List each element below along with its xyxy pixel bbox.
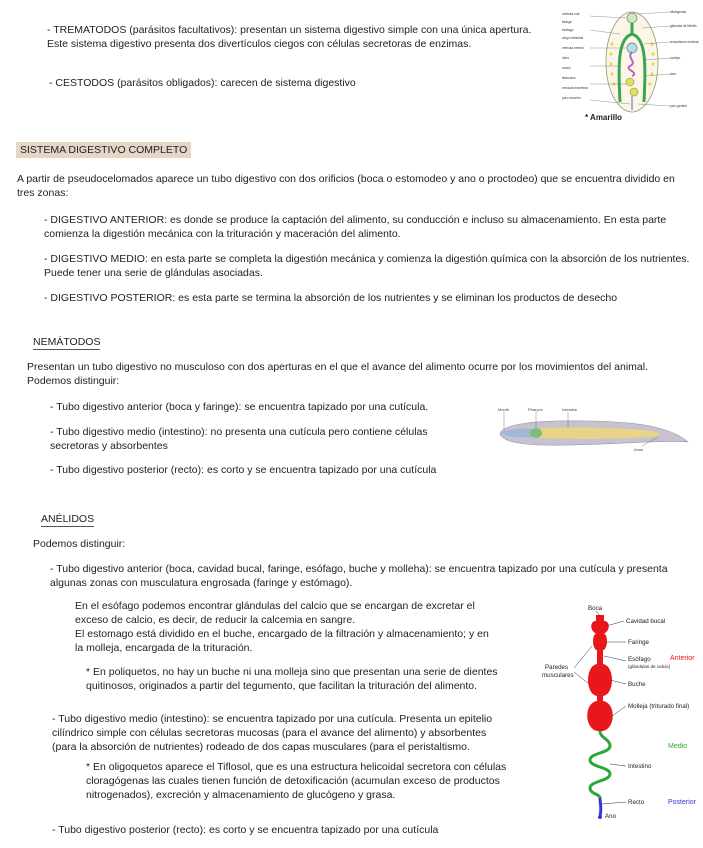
trem-label-10: vitelógenas [670, 10, 687, 14]
section-heading-completo: SISTEMA DIGESTIVO COMPLETO [16, 142, 191, 158]
nematodos-intro: Presentan un tubo digestivo no musculoso con dos aperturas en el que el avance del alimento ocurre por los movimientos del animal. Podemos distinguir: [27, 361, 649, 387]
annelid-digestive-diagram [540, 604, 700, 822]
annelid-label-cavidad: Cavidad bucal [626, 618, 666, 625]
completo-item: - DIGESTIVO ANTERIOR: es donde se produce la captación del alimento, su conducción e incluso su almacenamiento. En esta parte comienza la digestión mecánica con la trituración y maceración del alimento. [44, 214, 667, 240]
annelid-label-esofago: Esófago [628, 656, 651, 663]
annelid-label-intestino: Intestino [628, 763, 652, 770]
annelid-label-boca: Boca [588, 605, 603, 612]
completo-item: - DIGESTIVO MEDIO: en esta parte se completa la digestión mecánica y comienza la digestión química con la absorción de los nutrientes. Puede tener una serie de glándulas asociadas. [44, 253, 690, 279]
trem-label-11: glándula de Mehlis [670, 24, 697, 28]
nematode-diagram [492, 404, 692, 452]
testis-2 [630, 88, 638, 96]
poliquetos-line: * En poliquetos, no hay un buche ni una molleja sino que presentan una serie de dientes [86, 666, 498, 678]
testis-1 [626, 78, 634, 86]
annelid-buccal-cavity [591, 621, 609, 633]
medio-line: (para la absorción de nutrientes) rodeado de dos capas musculares (para el peristaltismo. [52, 741, 470, 753]
completo-intro: A partir de pseudocelomados aparece un tubo digestivo con dos orificios (boca o estomodeo y ano o proctodeo) que se encuentra dividido en tres zonas: [17, 173, 675, 199]
anelidos-posterior: - Tubo digestivo posterior (recto): es corto y se encuentra tapizado por una cutícula [52, 824, 439, 836]
trem-label-13: ovotipo [670, 56, 681, 60]
annelid-intestine [590, 731, 610, 798]
nematodos-item: - Tubo digestivo anterior (boca y faringe): se encuentra tapizado por una cutícula. [50, 401, 429, 413]
trem-label-12: receptáculo seminal [670, 40, 699, 44]
tiflosol-line: cloragógenas las cuales tienen función de detoxificación (acumulan exceso de productos [86, 775, 500, 787]
esofago-line: El estomago está dividido en el buche, encargado de la filtración y almacenamiento; y en [75, 628, 489, 640]
annelid-label-paredes: Paredes [545, 664, 569, 671]
annelid-region-posterior: Posterior [668, 799, 697, 806]
completo-item: - DIGESTIVO POSTERIOR: es esta parte se termina la absorción de los nutrientes y se eliminan los productos de desecho [44, 292, 618, 304]
anelidos-anterior: - Tubo digestivo anterior (boca, cavidad bucal, faringe, esófago, buche y molleha): se encuentra tapizado por una cutícula y presenta algunas zonas con musculatura engrosada (faringe y estómago). [50, 563, 668, 589]
trem-label-2: esófago [562, 28, 574, 32]
ventral-sucker [627, 43, 637, 53]
trematode-caption: * Amarillo [585, 113, 623, 122]
annelid-label-molleja: Molleja (triturado final) [628, 703, 690, 710]
trem-label-3: ciego intestinal [562, 36, 584, 40]
trem-label-5: útero [562, 56, 570, 60]
trematode-diagram [560, 4, 700, 130]
poliquetos-note [86, 665, 498, 693]
trem-label-0: ventosa oral [562, 12, 580, 16]
trem-label-7: testículos [562, 76, 576, 80]
oral-sucker [627, 13, 637, 23]
trematodos-text: - TREMATODOS (parásitos facultativos): presentan un sistema digestivo simple con una única apertura. Este sistema digestivo presenta dos divertículos ciegos con células secretoras de enzimas. [47, 24, 532, 50]
annelid-label-faringe: Faringe [628, 639, 649, 646]
trem-label-9: poro excretor [562, 96, 581, 100]
esofago-paragraph [75, 599, 489, 655]
annelid-label-recto: Recto [628, 799, 645, 806]
medio-line: - Tubo digestivo medio (intestino): se encuentra tapizado por una cutícula. Presenta un epitelio [52, 713, 493, 725]
annelid-neck [597, 696, 603, 701]
tiflosol-note [86, 760, 506, 802]
nem-label-anus: Anus [634, 447, 644, 452]
esofago-line: En el esófago podemos encontrar glándulas del calcio que se encargan de excretar el [75, 600, 475, 612]
nematodos-item: - Tubo digestivo posterior (recto): es corto y se encuentra tapizado por una cutícula [50, 464, 437, 476]
annelid-esophagus [597, 650, 603, 664]
trem-label-14: cirro [670, 72, 677, 76]
nematodos-item: - Tubo digestivo medio (intestino): no presenta una cutícula pero contiene células secretoras y absorbentes [50, 426, 428, 452]
annelid-label-musculares: musculares [542, 672, 574, 679]
esofago-line: exceso de calcio, es decir, de reducir la calcemia en sangre. [75, 614, 356, 626]
annelid-crop [588, 664, 612, 696]
annelid-region-anterior: Anterior [670, 655, 695, 662]
medio-paragraph [52, 712, 492, 754]
trem-label-1: faringe [562, 20, 572, 24]
nem-label-pharynx: Pharynx [528, 407, 543, 412]
section-heading-anelidos: ANÉLIDOS [41, 513, 95, 525]
annelid-gizzard [587, 701, 613, 731]
tiflosol-line: nitrogenados), excreción y almacenamiento de glucógeno y grasa. [86, 789, 396, 801]
trem-label-6: ovario [562, 66, 571, 70]
trem-label-4: ventosa ventral [562, 46, 584, 50]
poliquetos-line: quitinosos, originados a partir del tegumento, que facilitan la trituración del alimento. [86, 680, 478, 692]
annelid-pharynx [593, 633, 607, 650]
nematode-bulb [530, 428, 542, 438]
annelid-region-medio: Medio [668, 743, 688, 750]
annelid-anterior-region [587, 615, 613, 731]
trem-label-8: vesícula excretora [562, 86, 588, 90]
medio-line: cilíndrico simple con células secretoras mucosas (para el avance del alimento) y absorbentes [52, 727, 487, 739]
esofago-line: la molleja, encargada de la trituración. [75, 642, 253, 654]
annelid-rectum [600, 798, 601, 816]
anelidos-intro: Podemos distinguir: [33, 538, 126, 550]
nem-label-intestine: Intestine [562, 407, 578, 412]
annelid-anus [598, 815, 602, 819]
annelid-label-glandulas: (glándulas de calcio) [628, 664, 671, 669]
section-heading-nematodos: NEMÁTODOS [33, 336, 101, 348]
annelid-label-ano: Ano [605, 813, 617, 820]
nem-label-mouth: Mouth [498, 407, 510, 412]
cestodos-text: - CESTODOS (parásitos obligados): carecen de sistema digestivo [49, 77, 356, 89]
trem-label-15: poro genital [670, 104, 687, 108]
annelid-label-buche: Buche [628, 681, 646, 688]
tiflosol-line: * En oligoquetos aparece el Tiflosol, que es una estructura helicoidal secretora con células [86, 761, 507, 773]
